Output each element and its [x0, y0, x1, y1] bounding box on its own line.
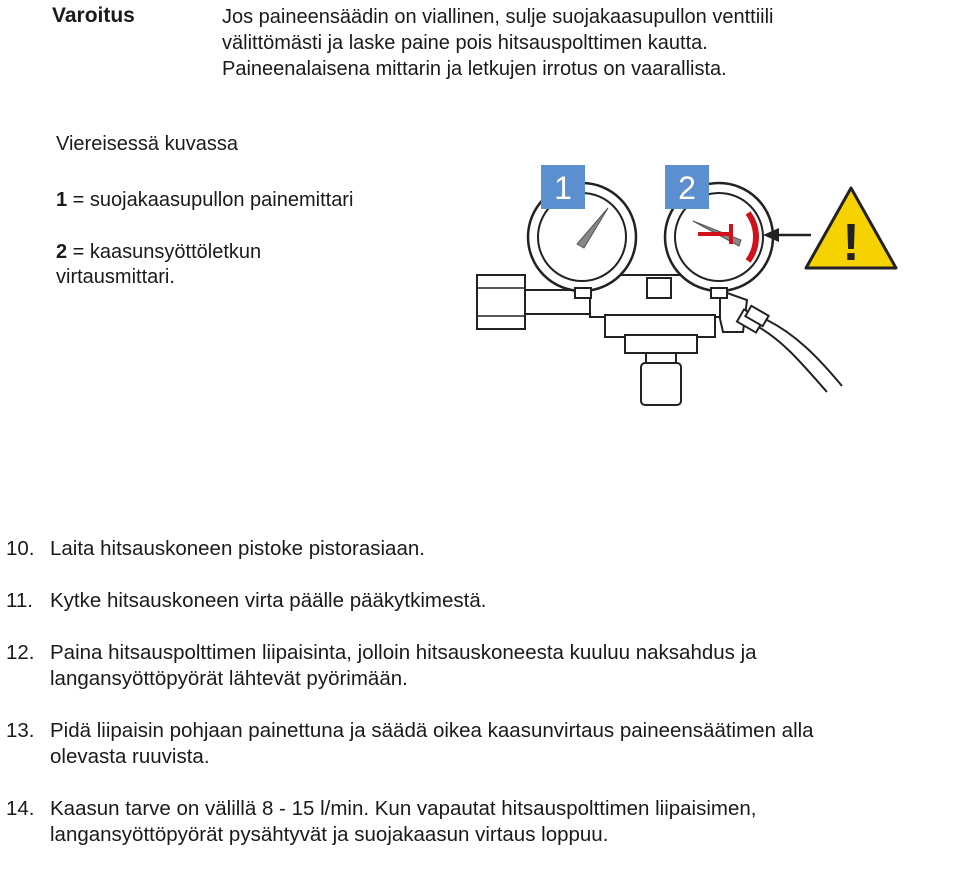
badge-label: 1 — [554, 170, 572, 206]
legend-text: virtausmittari. — [56, 266, 175, 288]
warning-label: Varoitus — [52, 4, 135, 27]
step-item — [6, 718, 956, 770]
step-text: langansyöttöpyörät pysähtyvät ja suojakaasun virtaus loppuu. — [50, 823, 609, 846]
step-item — [6, 536, 956, 562]
legend-text: = kaasunsyöttöletkun — [67, 241, 262, 263]
step-item — [6, 640, 956, 692]
step-number: 13. — [6, 719, 35, 742]
regulator-body — [590, 275, 720, 405]
hose — [767, 320, 842, 386]
legend-key: 1 — [56, 189, 68, 211]
step-number: 10. — [6, 537, 35, 560]
step-item — [6, 588, 956, 614]
legend-item-2 — [56, 240, 261, 290]
step-text: Paina hitsauspolttimen liipaisinta, jolloin hitsauskoneesta kuuluu naksahdus ja — [50, 641, 757, 664]
step-text: Kytke hitsauskoneen virta päälle pääkytkimestä. — [50, 589, 487, 612]
legend-title: Viereisessä kuvassa — [56, 133, 238, 155]
step-text: Kaasun tarve on välillä 8 - 15 l/min. Kun vapautat hitsauspolttimen liipaisimen, — [50, 797, 757, 820]
warning-line: välittömästi ja laske paine pois hitsauspolttimen kautta. — [222, 32, 708, 54]
legend-text: = suojakaasupullon painemittari — [67, 189, 354, 211]
step-text: langansyöttöpyörät lähtevät pyörimään. — [50, 667, 408, 690]
step-text: Pidä liipaisin pohjaan painettuna ja säädä oikea kaasunvirtaus paineensäätimen alla — [50, 719, 814, 742]
step-text: olevasta ruuvista. — [50, 745, 210, 768]
step-number: 11. — [6, 589, 33, 612]
warning-text — [222, 4, 942, 82]
warning-line: Jos paineensäädin on viallinen, sulje suojakaasupullon venttiili — [222, 6, 774, 28]
warning-triangle-icon — [806, 188, 896, 272]
badge-label: 2 — [678, 170, 696, 206]
badge-2 — [665, 165, 709, 209]
step-number: 14. — [6, 797, 35, 820]
warning-line: Paineenalaisena mittarin ja letkujen irrotus on vaarallista. — [222, 58, 727, 80]
warning-symbol: ! — [842, 214, 860, 272]
legend-key: 2 — [56, 241, 68, 263]
badge-1 — [541, 165, 585, 209]
step-number: 12. — [6, 641, 35, 664]
instruction-steps — [6, 536, 956, 874]
pressure-regulator-illustration — [465, 160, 905, 415]
step-text: Laita hitsauskoneen pistoke pistorasiaan. — [50, 537, 425, 560]
legend-item-1 — [56, 188, 353, 213]
step-item — [6, 796, 956, 848]
